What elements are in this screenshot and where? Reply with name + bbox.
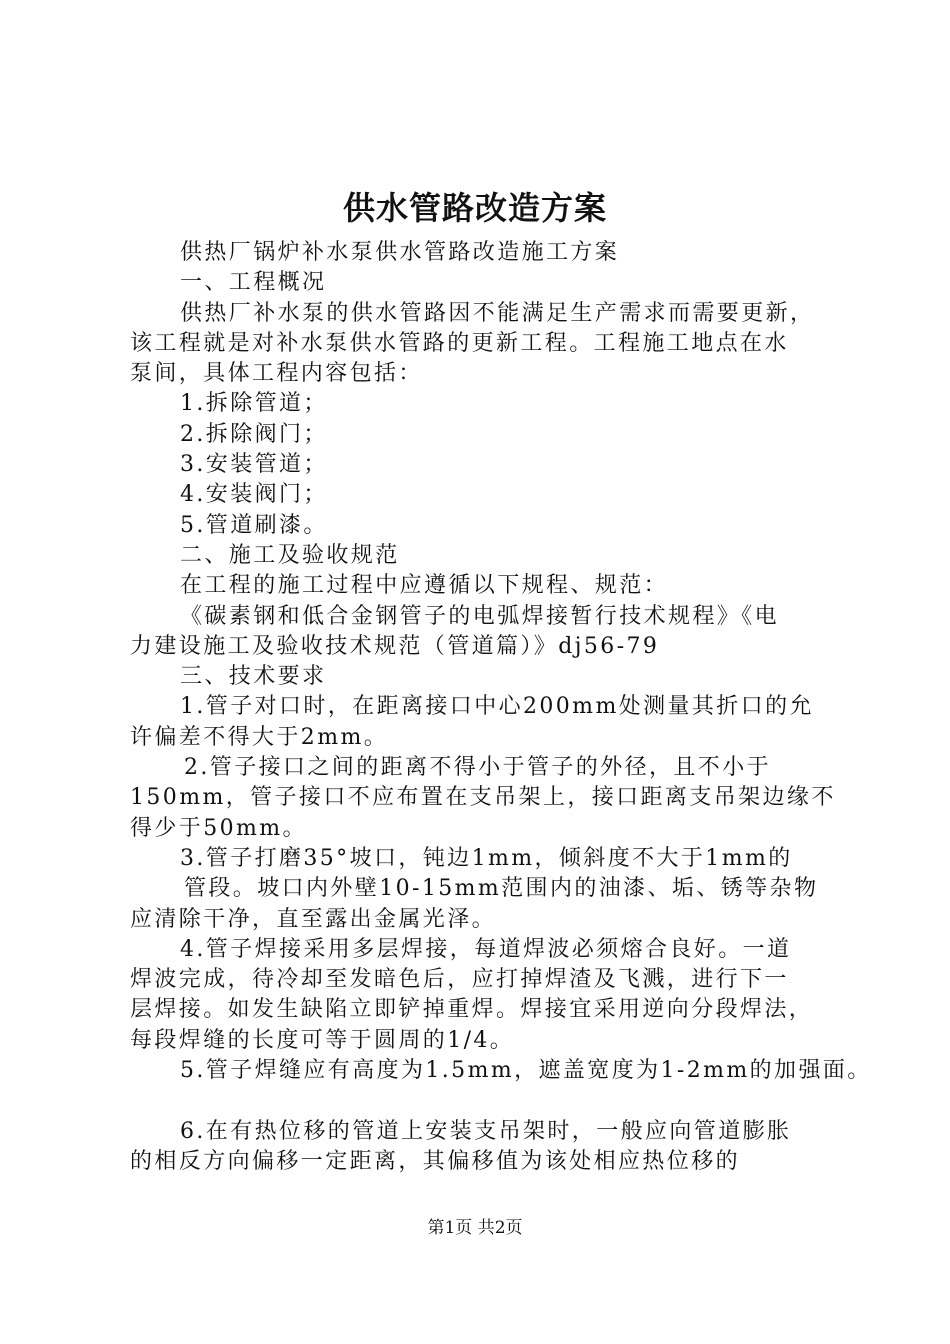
- page-footer: 第1页 共2页: [427, 1218, 523, 1238]
- list-item: 5.管道刷漆。: [180, 512, 328, 538]
- page-title: 供水管路改造方案: [342, 189, 607, 227]
- paragraph-line: 层焊接。如发生缺陷立即铲掉重焊。焊接宜采用逆向分段焊法，: [130, 997, 814, 1023]
- paragraph-line: 在工程的施工过程中应遵循以下规程、规范：: [180, 573, 669, 599]
- paragraph-line: 的相反方向偏移一定距离，其偏移值为该处相应热位移的: [130, 1148, 741, 1174]
- paragraph-line: 6.在有热位移的管道上安装支吊架时，一般应向管道膨胀: [180, 1118, 792, 1144]
- paragraph-line: 管段。坡口内外壁10-15mm范围内的油漆、垢、锈等杂物: [184, 876, 819, 902]
- paragraph-line: 5.管子焊缝应有高度为1.5mm，遮盖宽度为1-2mm的加强面。: [180, 1058, 872, 1084]
- paragraph-line: 许偏差不得大于2mm。: [130, 724, 389, 750]
- section-heading-3: 三、技术要求: [180, 664, 327, 690]
- list-item: 1.拆除管道；: [180, 391, 328, 417]
- section-heading-2: 二、施工及验收规范: [180, 542, 400, 568]
- paragraph-line: 1.管子对口时，在距离接口中心200mm处测量其折口的允: [180, 694, 814, 720]
- section-heading-1: 一、工程概况: [180, 270, 327, 296]
- subtitle-line: 供热厂锅炉补水泵供水管路改造施工方案: [180, 240, 620, 265]
- paragraph-line: 供热厂补水泵的供水管路因不能满足生产需求而需要更新，: [180, 300, 815, 326]
- paragraph-line: 焊波完成，待冷却至发暗色后，应打掉焊渣及飞溅，进行下一: [130, 967, 789, 993]
- paragraph-line: 《碳素钢和低合金钢管子的电弧焊接暂行技术规程》《电: [180, 603, 780, 629]
- document-body: [130, 238, 872, 1177]
- paragraph-line: 得少于50mm。: [130, 815, 307, 841]
- paragraph-line: 力建设施工及验收技术规范（管道篇）》dj56-79: [130, 633, 660, 659]
- blank-line: [130, 1086, 850, 1116]
- list-item: 2.拆除阀门；: [180, 421, 328, 447]
- paragraph-line: 2.管子接口之间的距离不得小于管子的外径，且不小于: [184, 755, 771, 781]
- paragraph-line: 泵间，具体工程内容包括：: [130, 361, 423, 387]
- paragraph-line: 该工程就是对补水泵供水管路的更新工程。工程施工地点在水: [130, 330, 789, 356]
- paragraph-line: 3.管子打磨35°坡口，钝边1mm，倾斜度不大于1mm的: [180, 845, 793, 871]
- paragraph-line: 应清除干净，直至露出金属光泽。: [130, 906, 497, 932]
- list-item: 4.安装阀门；: [180, 482, 328, 508]
- paragraph-line: 4.管子焊接采用多层焊接，每道焊波必须熔合良好。一道: [180, 936, 792, 962]
- paragraph-line: 150mm，管子接口不应布置在支吊架上，接口距离支吊架边缘不: [130, 785, 836, 811]
- paragraph-line: 每段焊缝的长度可等于圆周的1/4。: [130, 1027, 515, 1053]
- list-item: 3.安装管道；: [180, 452, 328, 478]
